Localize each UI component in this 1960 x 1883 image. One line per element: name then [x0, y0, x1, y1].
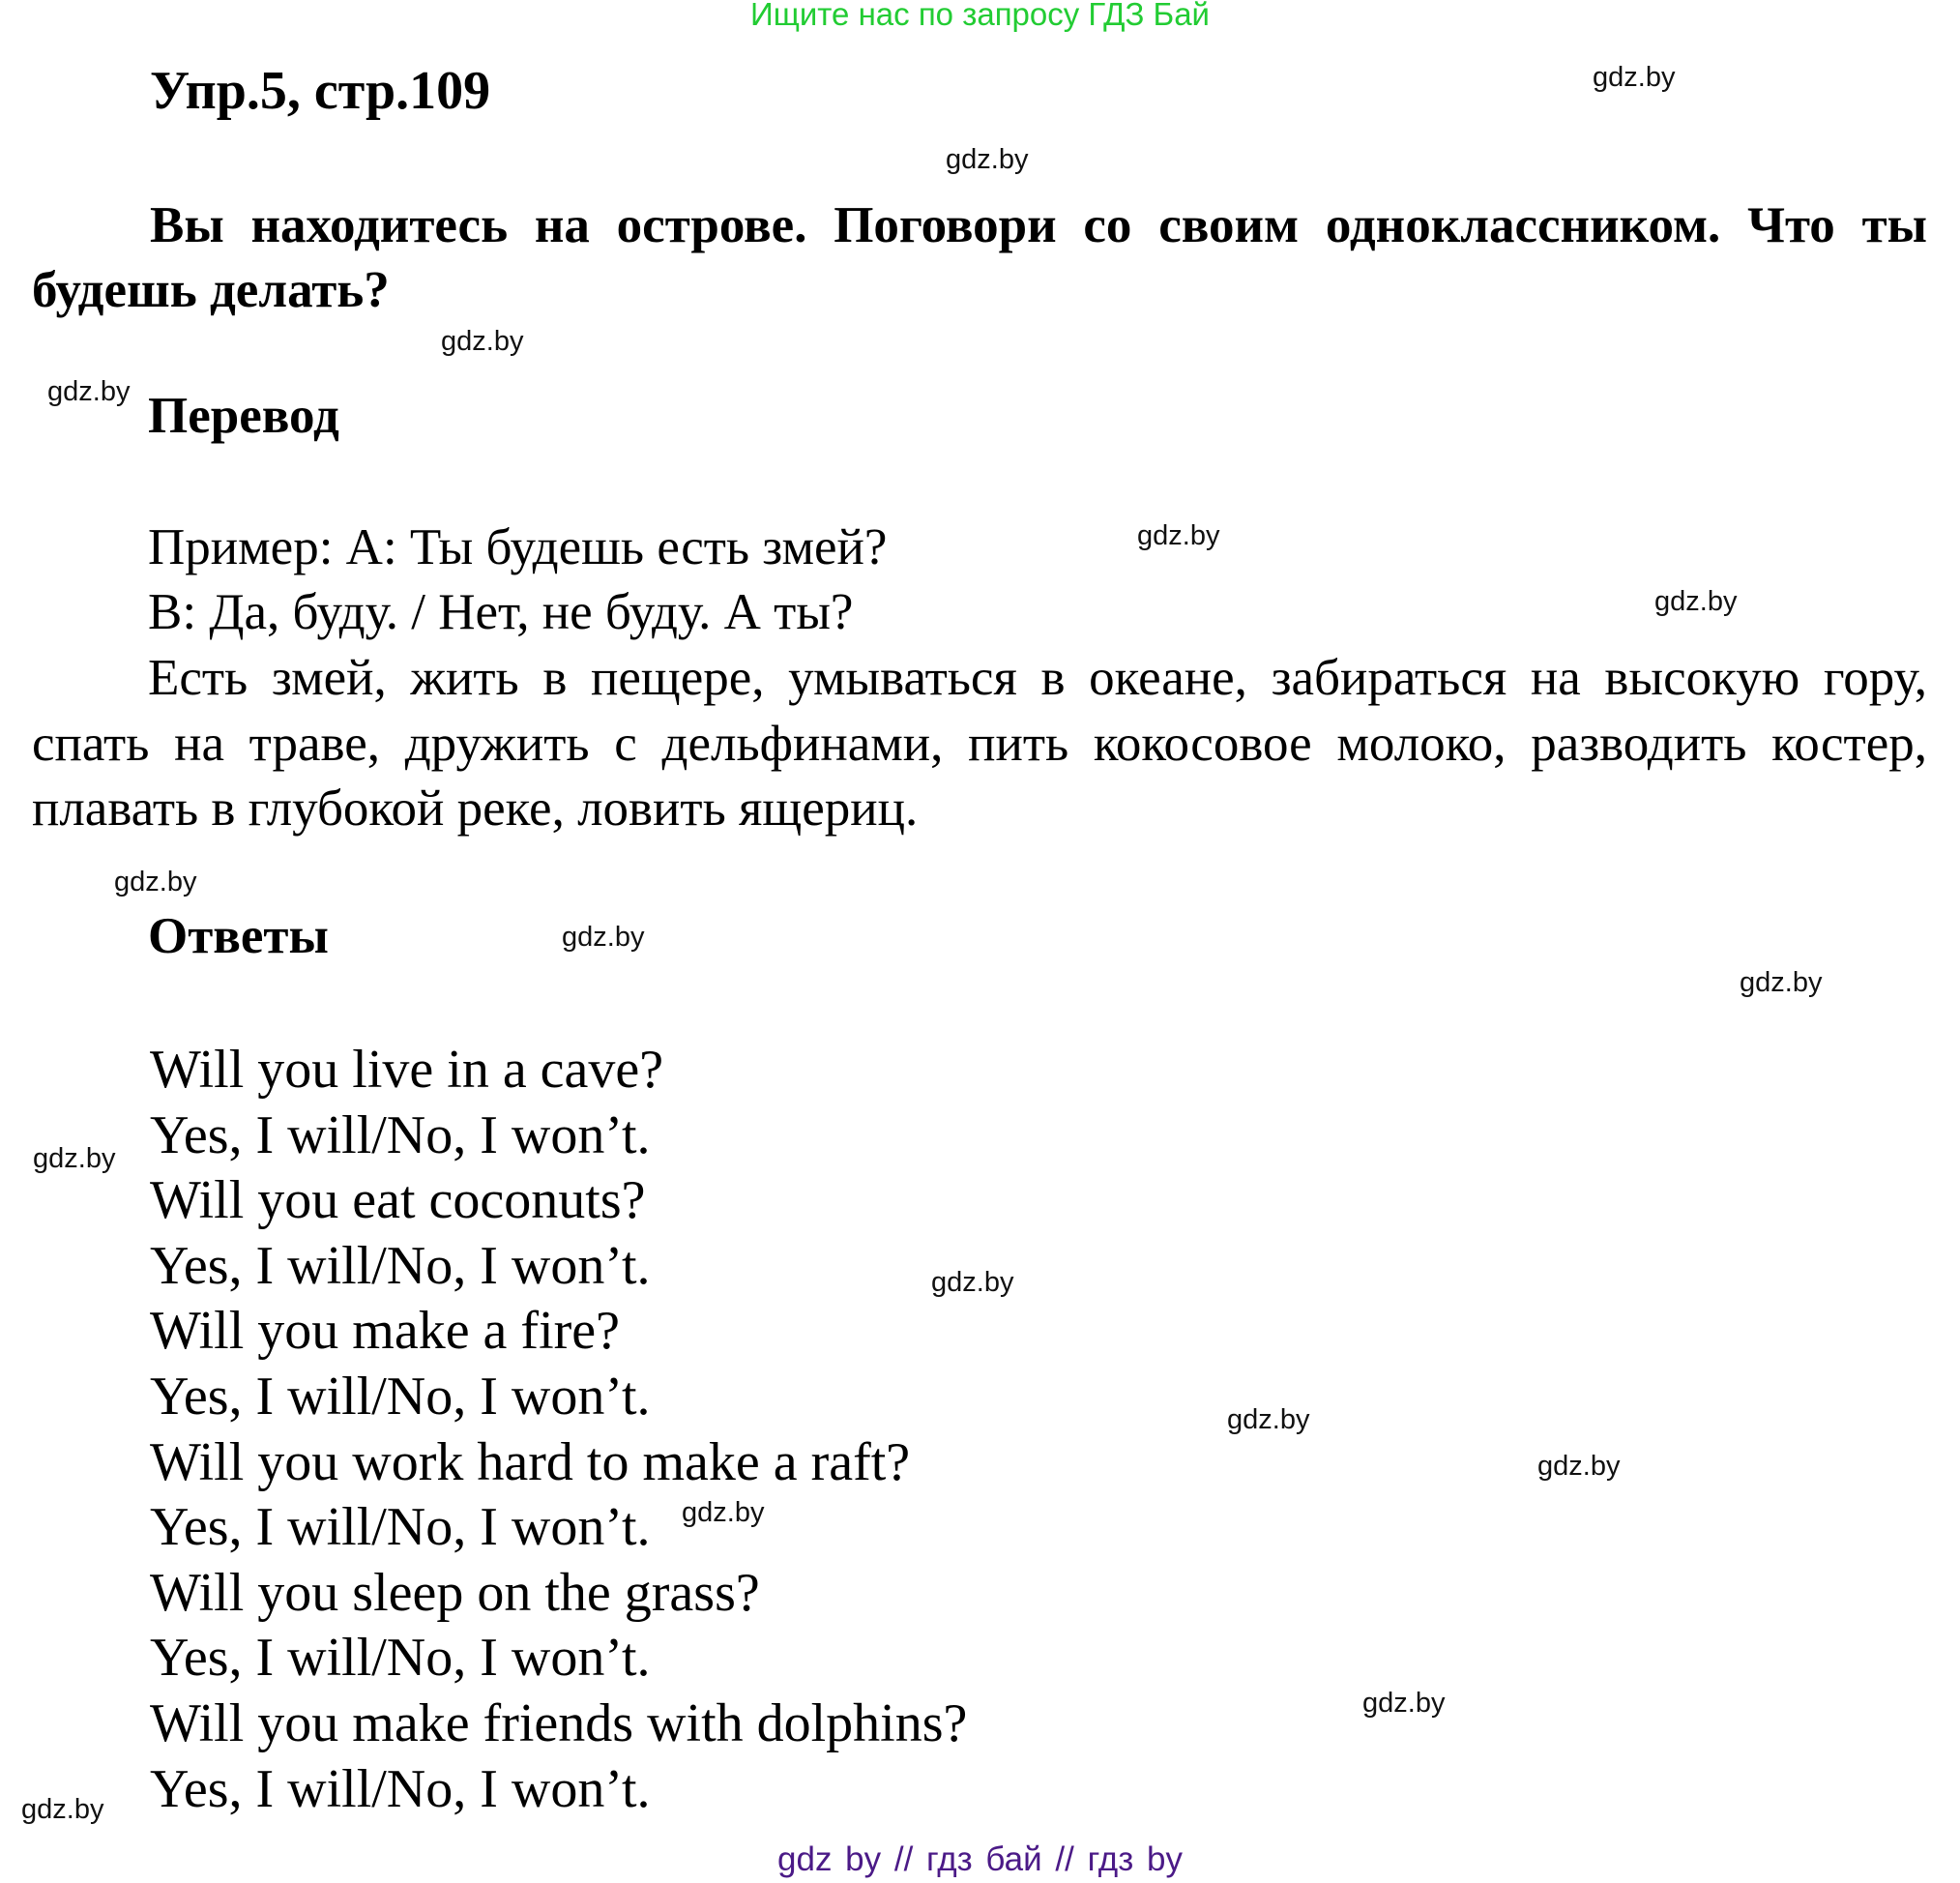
answers-heading: Ответы — [148, 908, 329, 964]
translation-paragraph: Есть змей, жить в пещере, умываться в океане, забираться на высокую гору, спать на траве, дружить с дельфинами, пить кокосовое молоко, разводить костер, плавать в глубокой реке, ловить ящериц. — [32, 650, 1927, 837]
watermark: gdz.by — [21, 1794, 104, 1825]
watermark: gdz.by — [946, 144, 1029, 175]
answer-line: Yes, I will/No, I won’t. — [150, 1235, 651, 1296]
watermark: gdz.by — [1227, 1404, 1310, 1435]
watermark: gdz.by — [114, 867, 197, 897]
watermark: gdz.by — [1654, 586, 1738, 617]
answer-line: Yes, I will/No, I won’t. — [150, 1104, 651, 1165]
footer-links: gdz by // гдз бай // гдз by — [777, 1840, 1183, 1878]
watermark: gdz.by — [1362, 1688, 1446, 1719]
answer-line: Will you live in a cave? — [150, 1040, 664, 1100]
watermark: gdz.by — [441, 326, 524, 357]
answers-list — [150, 1038, 967, 1822]
watermark: gdz.by — [1537, 1451, 1621, 1482]
answer-line: Will you sleep on the grass? — [150, 1562, 760, 1623]
answer-line: Will you work hard to make a raft? — [150, 1431, 911, 1492]
search-banner: Ищите нас по запросу ГДЗ Бай — [750, 0, 1210, 32]
answer-line: Yes, I will/No, I won’t. — [150, 1758, 651, 1819]
answer-line: Will you eat coconuts? — [150, 1170, 646, 1231]
example-line-a: Пример: А: Ты будешь есть змей? — [148, 519, 888, 575]
answer-line: Yes, I will/No, I won’t. — [150, 1628, 651, 1689]
answer-line: Yes, I will/No, I won’t. — [150, 1366, 651, 1427]
watermark: gdz.by — [682, 1497, 765, 1528]
watermark: gdz.by — [47, 376, 131, 407]
watermark: gdz.by — [1593, 62, 1676, 93]
translation-heading: Перевод — [148, 388, 339, 444]
exercise-title: Упр.5, стр.109 — [150, 61, 491, 121]
answer-line: Will you make a fire? — [150, 1301, 620, 1362]
watermark: gdz.by — [931, 1267, 1014, 1298]
task-text: Вы находитесь на острове. Поговори со своим одноклассником. Что ты будешь делать? — [32, 197, 1927, 318]
watermark: gdz.by — [33, 1143, 116, 1174]
watermark: gdz.by — [1137, 520, 1220, 551]
answer-line: Will you make friends with dolphins? — [150, 1692, 968, 1753]
example-line-b: B: Да, буду. / Нет, не буду. А ты? — [148, 584, 854, 640]
answer-line: Yes, I will/No, I won’t. — [150, 1497, 651, 1558]
watermark: gdz.by — [1740, 967, 1823, 998]
watermark: gdz.by — [562, 922, 645, 953]
